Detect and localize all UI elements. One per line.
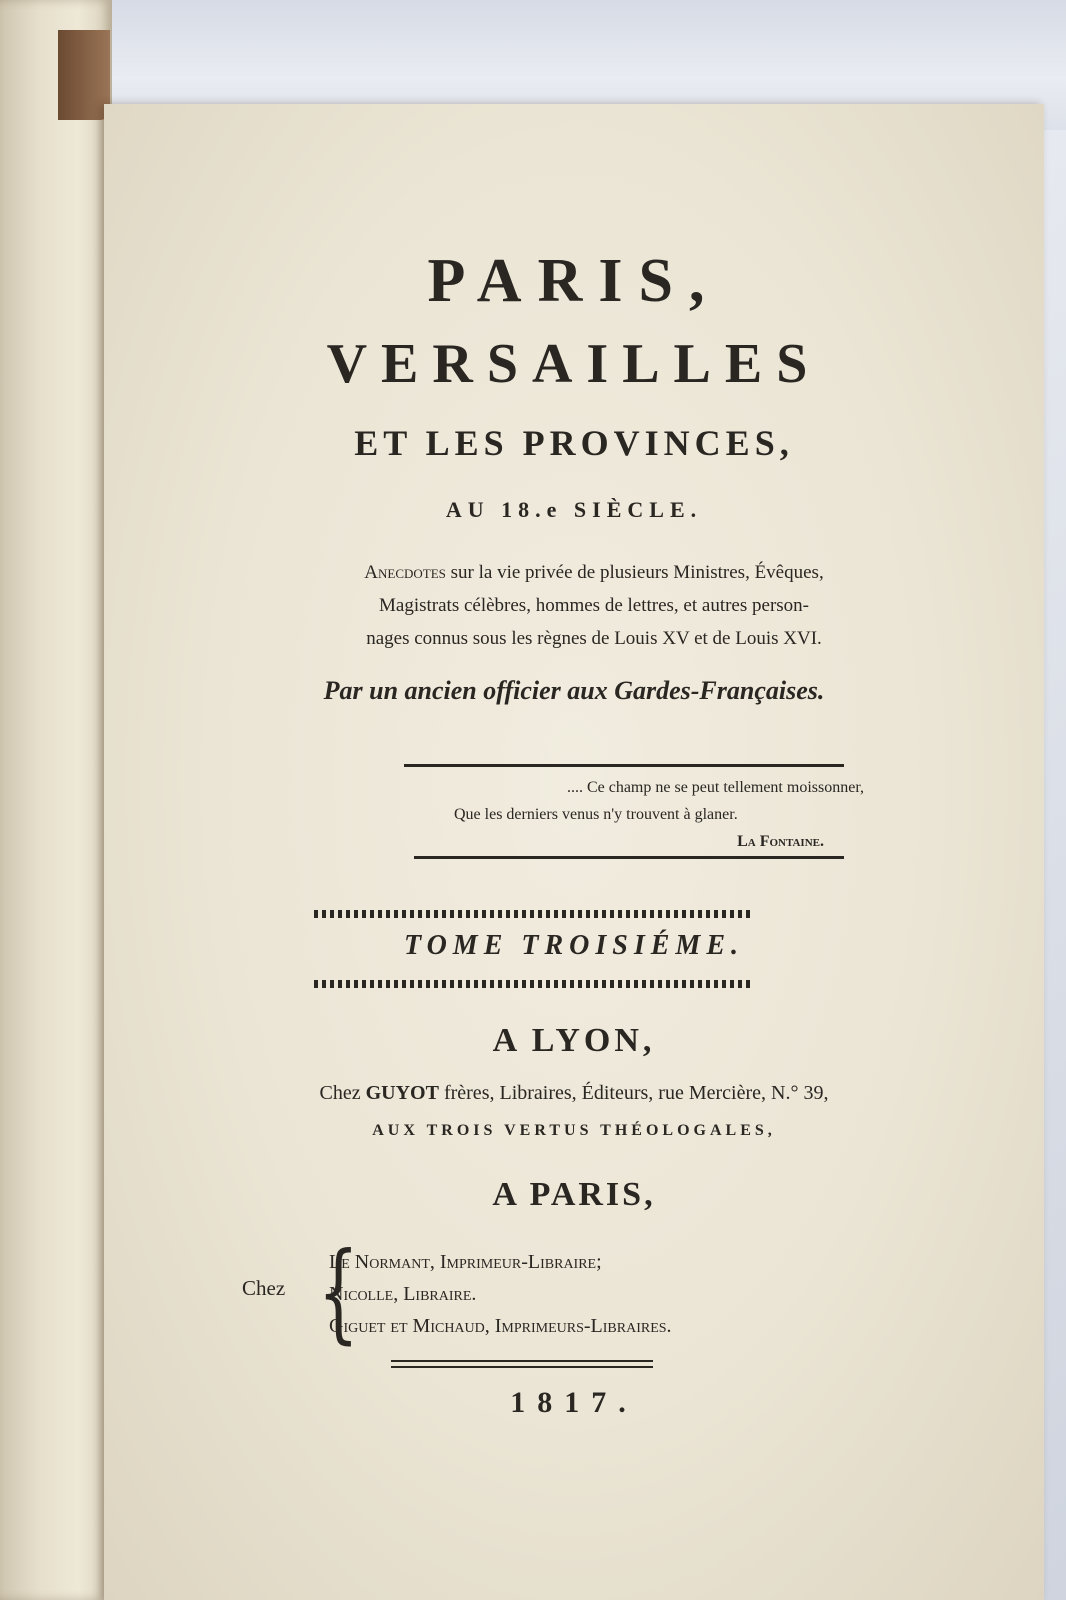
epigraph-line-2: Que les derniers venus n'y trouvent à glaner. xyxy=(454,806,738,823)
author-line: Par un ancien officier aux Gardes-Françaises. xyxy=(323,676,825,705)
imprint-city-paris: A PARIS, xyxy=(492,1176,656,1213)
title-line-century: AU 18.e SIÈCLE. xyxy=(445,497,703,522)
volume-label: TOME TROISIÉME. xyxy=(403,930,744,961)
epigraph-line-1: .... Ce champ ne se peut tellement moissonner, xyxy=(566,779,864,796)
imprint-paris-chez: Chez xyxy=(242,1276,286,1300)
ornament-rule-bottom xyxy=(314,980,754,988)
imprint-lyon-chez: Chez xyxy=(319,1082,366,1104)
subtitle-lead: Anecdotes xyxy=(364,562,446,583)
date-rule-top xyxy=(391,1360,653,1362)
subtitle-line-1: sur la vie privée de plusieurs Ministres, Évêques, xyxy=(445,562,824,583)
epigraph-bottom-rule xyxy=(414,856,844,859)
imprint-lyon-publisher: GUYOT xyxy=(365,1082,439,1104)
date-rule-bottom xyxy=(391,1366,653,1368)
publisher-line-3: Giguet et Michaud, Imprimeurs-Libraires. xyxy=(329,1315,672,1337)
title-line-versailles: VERSAILLES xyxy=(326,333,822,395)
imprint-lyon-publisher-line xyxy=(104,1082,1044,1105)
publisher-line-1: Le Normant, Imprimeur-Libraire; xyxy=(329,1251,602,1273)
book-binding xyxy=(0,0,112,1600)
imprint-paris-publishers xyxy=(329,1246,672,1342)
subtitle-block xyxy=(224,556,964,655)
title-line-provinces: ET LES PROVINCES, xyxy=(354,423,794,463)
subtitle-line-3: nages connus sous les règnes de Louis XV et de Louis XVI. xyxy=(366,628,822,649)
title-page xyxy=(104,104,1044,1600)
title-line-paris: PARIS, xyxy=(427,247,721,315)
ornament-rule-top xyxy=(314,910,754,918)
curly-brace: { xyxy=(317,1230,359,1355)
publisher-line-2: Nicolle, Libraire. xyxy=(329,1283,477,1305)
leather-spine xyxy=(58,30,110,120)
epigraph-top-rule xyxy=(404,764,844,767)
imprint-lyon-sign: AUX TROIS VERTUS THÉOLOGALES, xyxy=(372,1122,776,1139)
epigraph-attribution: La Fontaine. xyxy=(737,833,824,850)
imprint-lyon-details: frères, Libraires, Éditeurs, rue Mercière, N.° 39, xyxy=(438,1082,829,1104)
imprint-city-lyon: A LYON, xyxy=(492,1022,656,1059)
epigraph xyxy=(444,774,864,855)
subtitle-line-2: Magistrats célèbres, hommes de lettres, et autres person- xyxy=(379,595,809,616)
publication-date: 1817. xyxy=(510,1386,638,1419)
